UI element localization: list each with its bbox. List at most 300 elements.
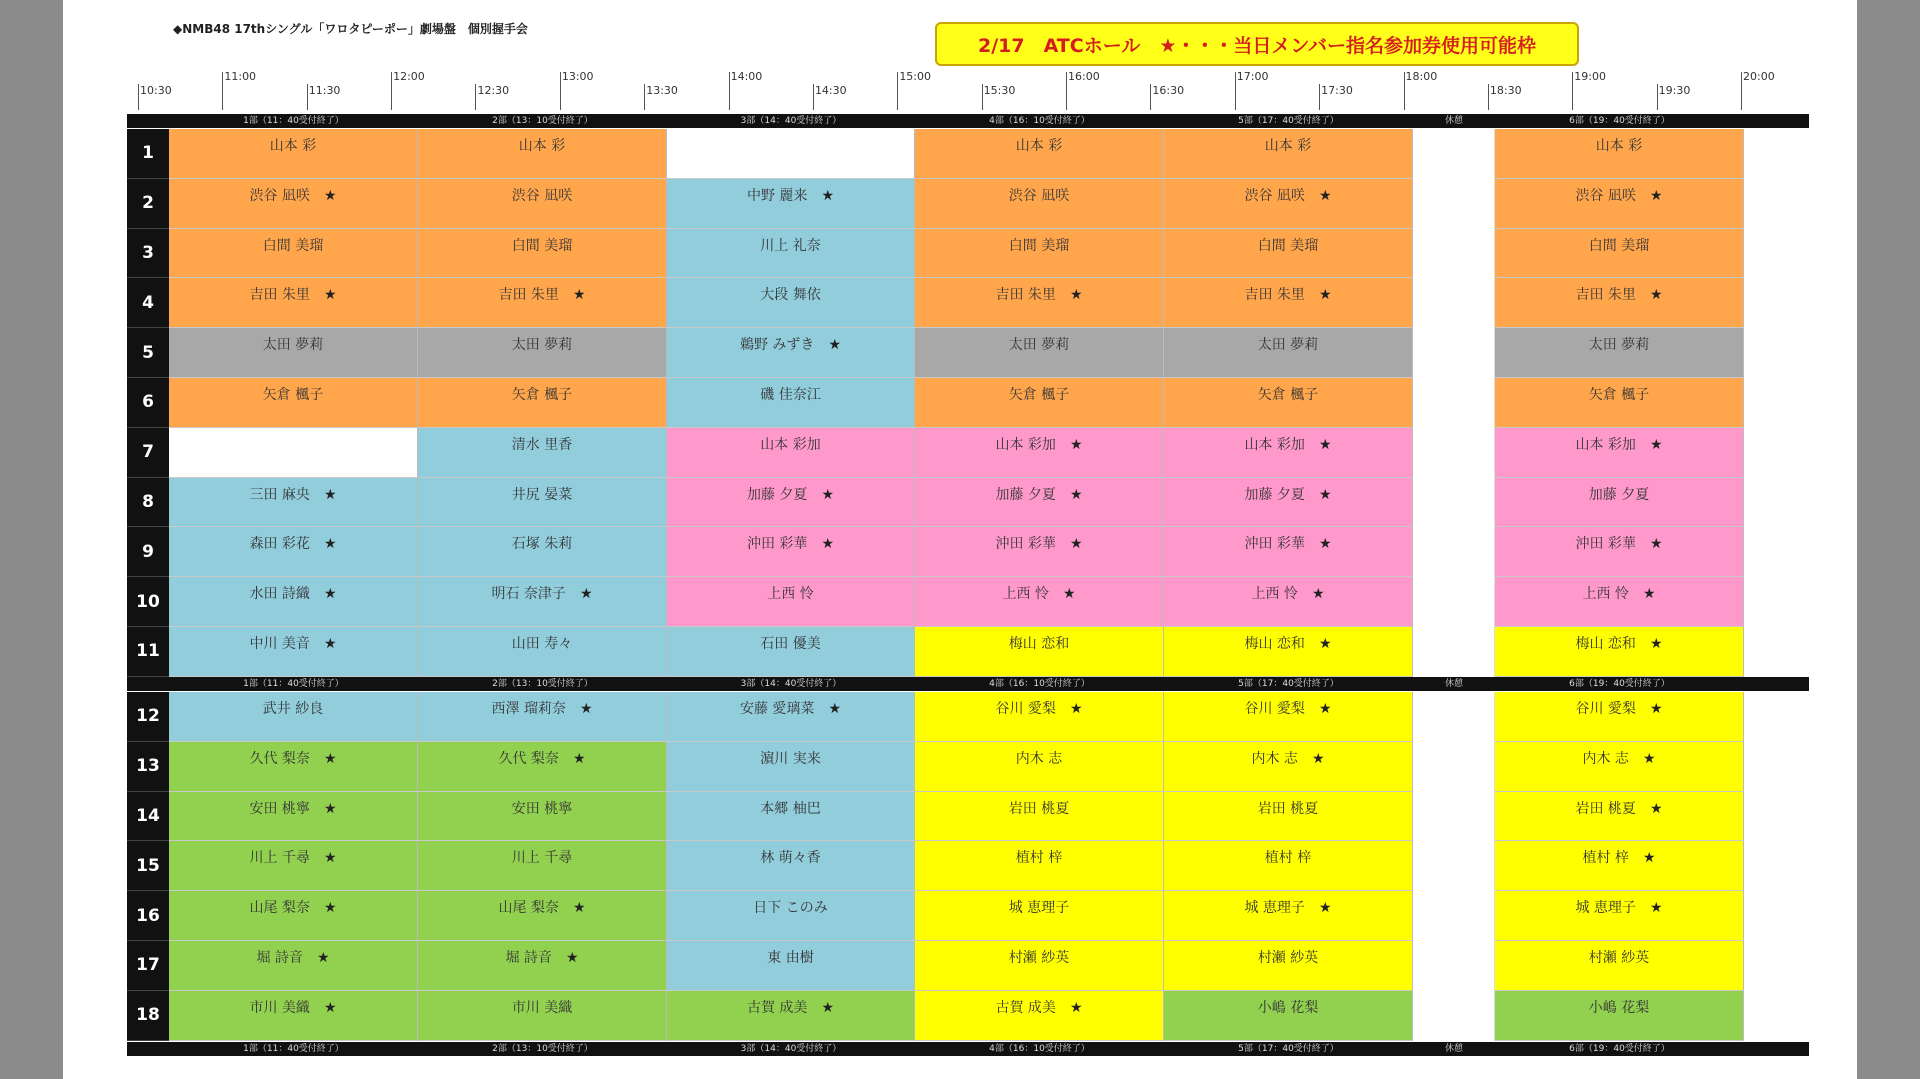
member-slot — [169, 229, 418, 279]
member-slot — [418, 478, 667, 528]
star-icon: ★ — [1642, 850, 1656, 867]
member-name: 植村 梓 — [1015, 850, 1063, 867]
member-slot — [1164, 891, 1413, 941]
session-label: 1部（11：40受付終了） — [243, 116, 344, 126]
member-slot — [418, 692, 667, 742]
star-icon: ★ — [1649, 536, 1663, 553]
time-label: 11:00 — [224, 70, 257, 83]
row-number: 3 — [127, 229, 169, 279]
star-icon: ★ — [572, 750, 586, 767]
member-name: 山本 彩加 — [1575, 436, 1636, 453]
star-icon: ★ — [1318, 287, 1332, 304]
member-slot — [418, 129, 667, 179]
member-slot — [1164, 428, 1413, 478]
member-name: 谷川 愛梨 — [1244, 701, 1305, 717]
member-slot — [667, 278, 915, 328]
member-slot — [1164, 129, 1413, 179]
time-label: 16:30 — [1152, 84, 1185, 97]
member-slot — [667, 577, 915, 627]
time-label: 13:00 — [561, 70, 594, 83]
member-slot — [169, 328, 418, 378]
member-name: 渋谷 凪咲 — [1244, 187, 1305, 204]
time-label: 17:00 — [1236, 70, 1269, 83]
time-tick — [1235, 72, 1236, 110]
time-label: 10:30 — [140, 84, 172, 97]
member-slot — [418, 328, 667, 378]
star-icon: ★ — [821, 187, 834, 204]
row-number: 14 — [127, 792, 169, 842]
member-slot — [915, 428, 1164, 478]
member-slot — [667, 229, 915, 279]
row-number: 17 — [127, 941, 169, 991]
member-slot — [915, 179, 1164, 229]
member-slot — [418, 577, 667, 627]
star-icon: ★ — [828, 337, 841, 354]
member-slot — [667, 841, 915, 891]
session-label: 3部（14：40受付終了） — [740, 116, 842, 126]
member-name: 三田 麻央 — [249, 486, 310, 503]
member-slot — [169, 941, 418, 991]
row-number: 1 — [127, 129, 169, 179]
member-name: 小嶋 花梨 — [1588, 999, 1650, 1016]
star-icon: ★ — [323, 187, 337, 204]
member-name: 小嶋 花梨 — [1257, 999, 1319, 1016]
row-number: 11 — [127, 627, 169, 677]
member-name: 白間 美瑠 — [262, 237, 324, 254]
member-name: 矢倉 楓子 — [1588, 387, 1650, 403]
member-slot — [667, 941, 915, 991]
star-icon: ★ — [1311, 750, 1325, 767]
time-label: 20:00 — [1743, 70, 1775, 83]
member-slot — [1495, 991, 1744, 1041]
member-name: 吉田 朱里 — [1244, 287, 1305, 304]
time-label: 19:30 — [1658, 84, 1691, 97]
member-name: 白間 美瑠 — [1257, 237, 1319, 254]
star-icon: ★ — [323, 900, 337, 917]
row-number: 8 — [127, 478, 169, 528]
member-slot — [169, 692, 418, 742]
member-name: 中川 美音 — [249, 636, 310, 652]
time-tick — [1404, 72, 1405, 110]
time-label: 17:30 — [1321, 84, 1353, 97]
member-name: 吉田 朱里 — [1575, 287, 1636, 304]
member-name: 白間 美瑠 — [1008, 237, 1070, 254]
member-name: 沖田 彩華 — [746, 536, 808, 553]
member-name: 沖田 彩華 — [1575, 536, 1636, 553]
member-slot — [667, 692, 915, 742]
member-name: 太田 夢莉 — [262, 337, 324, 354]
star-icon: ★ — [1318, 701, 1332, 717]
member-slot — [1495, 891, 1744, 941]
time-tick — [307, 84, 308, 110]
session-label: 休憩 — [1444, 116, 1463, 126]
member-name: 明石 奈津子 — [491, 586, 566, 603]
time-tick — [1572, 72, 1573, 110]
star-icon: ★ — [1069, 536, 1083, 553]
member-name: 磯 佳奈江 — [760, 387, 821, 403]
star-icon: ★ — [565, 950, 579, 966]
member-slot — [1495, 129, 1744, 179]
member-slot — [1164, 841, 1413, 891]
row-number: 12 — [127, 692, 169, 742]
star-icon: ★ — [1318, 187, 1332, 204]
schedule-sheet — [63, 0, 1857, 1079]
time-tick — [1741, 72, 1742, 110]
star-icon: ★ — [1311, 586, 1325, 603]
session-header-bar — [127, 1042, 1809, 1056]
member-name: 上西 怜 — [1582, 586, 1629, 603]
member-slot — [169, 627, 418, 677]
member-name: 久代 梨奈 — [249, 750, 310, 767]
row-number: 13 — [127, 742, 169, 792]
member-slot — [1495, 627, 1744, 677]
member-slot — [667, 527, 915, 577]
member-name: 城 恵理子 — [1244, 900, 1305, 917]
session-label: 1部（11：40受付終了） — [243, 679, 344, 689]
member-name: 梅山 恋和 — [1575, 636, 1636, 652]
star-icon: ★ — [1318, 536, 1332, 553]
member-slot — [1495, 278, 1744, 328]
member-name: 内木 志 — [1582, 750, 1629, 767]
member-slot — [418, 278, 667, 328]
star-icon: ★ — [323, 750, 337, 767]
star-icon: ★ — [828, 701, 841, 717]
member-slot — [667, 179, 915, 229]
time-label: 15:30 — [983, 84, 1016, 97]
member-slot — [169, 577, 418, 627]
time-label: 19:00 — [1574, 70, 1606, 83]
member-name: 安田 桃寧 — [249, 800, 310, 817]
member-name: 城 恵理子 — [1575, 900, 1636, 917]
member-name: 白間 美瑠 — [511, 237, 573, 254]
member-slot — [1495, 428, 1744, 478]
member-name: 上西 怜 — [1251, 586, 1298, 603]
member-name: 内木 志 — [1015, 750, 1063, 767]
time-tick — [138, 84, 139, 110]
member-slot — [1495, 328, 1744, 378]
member-slot — [169, 428, 418, 478]
member-name: 沖田 彩華 — [995, 536, 1056, 553]
time-tick — [813, 84, 814, 110]
member-slot — [915, 378, 1164, 428]
member-slot — [667, 742, 915, 792]
member-name: 山本 彩加 — [995, 436, 1056, 453]
member-slot — [418, 891, 667, 941]
member-slot — [1495, 527, 1744, 577]
row-number: 15 — [127, 841, 169, 891]
row-number: 7 — [127, 428, 169, 478]
member-name: 谷川 愛梨 — [995, 701, 1056, 717]
member-slot — [667, 478, 915, 528]
star-icon: ★ — [323, 636, 337, 652]
member-slot — [1495, 692, 1744, 742]
member-slot — [667, 428, 915, 478]
star-icon: ★ — [323, 536, 337, 553]
star-icon: ★ — [1318, 636, 1332, 652]
member-slot — [915, 891, 1164, 941]
member-slot — [1164, 229, 1413, 279]
member-name: 渋谷 凪咲 — [1575, 187, 1636, 204]
member-name: 太田 夢莉 — [1588, 337, 1650, 354]
member-name: 武井 紗良 — [262, 701, 324, 717]
member-slot — [915, 792, 1164, 842]
member-slot — [1164, 627, 1413, 677]
row-number: 4 — [127, 278, 169, 328]
time-label: 13:30 — [646, 84, 678, 97]
star-icon: ★ — [1649, 900, 1663, 917]
row-number: 5 — [127, 328, 169, 378]
member-name: 加藤 夕夏 — [995, 486, 1056, 503]
session-label: 2部（13：10受付終了） — [492, 1044, 593, 1054]
member-slot — [915, 742, 1164, 792]
member-name: 村瀬 紗英 — [1008, 950, 1070, 966]
member-name: 上西 怜 — [1002, 586, 1049, 603]
member-slot — [1495, 742, 1744, 792]
member-name: 太田 夢莉 — [1257, 337, 1319, 354]
member-slot — [915, 841, 1164, 891]
member-slot — [1495, 179, 1744, 229]
member-slot — [1495, 478, 1744, 528]
member-slot — [915, 278, 1164, 328]
member-name: 矢倉 楓子 — [1008, 387, 1070, 403]
member-name: 鵜野 みずき — [739, 337, 815, 354]
member-slot — [1495, 378, 1744, 428]
session-label: 6部（19：40受付終了） — [1569, 1044, 1670, 1054]
member-name: 市川 美織 — [249, 999, 310, 1016]
member-slot — [169, 742, 418, 792]
member-name: 岩田 桃夏 — [1575, 800, 1636, 817]
time-tick — [729, 72, 730, 110]
star-icon: ★ — [1642, 750, 1656, 767]
member-name: 山本 彩加 — [760, 436, 821, 453]
member-slot — [1164, 991, 1413, 1041]
member-name: 内木 志 — [1251, 750, 1298, 767]
session-header-bar — [127, 114, 1809, 128]
row-number: 18 — [127, 991, 169, 1041]
time-tick — [1488, 84, 1489, 110]
member-name: 山田 寿々 — [511, 636, 573, 652]
star-icon: ★ — [1649, 287, 1663, 304]
member-slot — [667, 991, 915, 1041]
star-icon: ★ — [1318, 900, 1332, 917]
member-slot — [667, 129, 915, 179]
member-name: 堀 詩音 — [505, 950, 552, 966]
time-label: 14:30 — [814, 84, 847, 97]
member-name: 山本 彩 — [1015, 138, 1063, 154]
member-slot — [418, 179, 667, 229]
member-name: 石田 優美 — [760, 636, 821, 652]
member-slot — [418, 792, 667, 842]
session-label: 3部（14：40受付終了） — [740, 679, 842, 689]
time-tick — [1150, 84, 1151, 110]
time-label: 14:00 — [730, 70, 763, 83]
member-name: 加藤 夕夏 — [1588, 486, 1650, 503]
member-slot — [915, 328, 1164, 378]
member-name: 城 恵理子 — [1008, 900, 1070, 917]
member-slot — [1495, 792, 1744, 842]
star-icon: ★ — [1069, 287, 1083, 304]
member-slot — [418, 378, 667, 428]
member-slot — [418, 428, 667, 478]
member-slot — [667, 378, 915, 428]
row-number: 9 — [127, 527, 169, 577]
member-name: 上西 怜 — [767, 586, 814, 603]
row-number: 6 — [127, 378, 169, 428]
time-label: 15:00 — [899, 70, 932, 83]
star-icon: ★ — [572, 287, 586, 304]
star-icon: ★ — [579, 586, 593, 603]
member-name: 本郷 柚巴 — [760, 800, 821, 817]
member-name: 井尻 晏菜 — [511, 486, 573, 503]
time-label: 12:30 — [477, 84, 510, 97]
member-slot — [915, 129, 1164, 179]
document-title: ◆NMB48 17thシングル「ワロタピーポー」劇場盤 個別握手会 — [173, 22, 528, 36]
member-name: 大段 舞依 — [760, 287, 821, 304]
session-label: 3部（14：40受付終了） — [740, 1044, 842, 1054]
member-slot — [1164, 278, 1413, 328]
member-name: 堀 詩音 — [256, 950, 303, 966]
member-name: 森田 彩花 — [249, 536, 310, 553]
star-icon: ★ — [1649, 701, 1663, 717]
member-name: 矢倉 楓子 — [262, 387, 324, 403]
star-icon: ★ — [323, 486, 337, 503]
star-icon: ★ — [579, 701, 593, 717]
member-slot — [418, 991, 667, 1041]
star-icon: ★ — [323, 999, 337, 1016]
star-icon: ★ — [323, 850, 337, 867]
star-icon: ★ — [821, 536, 834, 553]
time-label: 16:00 — [1068, 70, 1100, 83]
time-tick — [222, 72, 223, 110]
member-slot — [1495, 841, 1744, 891]
star-icon: ★ — [1062, 586, 1076, 603]
star-icon: ★ — [1318, 486, 1332, 503]
member-name: 山本 彩 — [518, 138, 566, 154]
member-slot — [418, 229, 667, 279]
star-icon: ★ — [316, 950, 330, 966]
member-slot — [418, 527, 667, 577]
member-name: 山尾 梨奈 — [249, 900, 310, 917]
member-name: 山本 彩 — [269, 138, 317, 154]
member-slot — [667, 792, 915, 842]
member-name: 沖田 彩華 — [1244, 536, 1305, 553]
time-label: 18:30 — [1489, 84, 1522, 97]
member-name: 矢倉 楓子 — [511, 387, 573, 403]
star-icon: ★ — [572, 900, 586, 917]
member-name: 安田 桃寧 — [511, 800, 573, 817]
member-name: 山本 彩 — [1595, 138, 1643, 154]
member-slot — [169, 129, 418, 179]
member-slot — [169, 792, 418, 842]
member-name: 渋谷 凪咲 — [249, 187, 310, 204]
member-name: 渋谷 凪咲 — [511, 187, 573, 204]
member-slot — [1495, 577, 1744, 627]
member-slot — [169, 478, 418, 528]
star-icon: ★ — [323, 287, 337, 304]
row-number: 16 — [127, 891, 169, 941]
member-slot — [915, 527, 1164, 577]
time-tick — [1657, 84, 1658, 110]
member-slot — [169, 278, 418, 328]
member-name: 白間 美瑠 — [1588, 237, 1650, 254]
star-icon: ★ — [1069, 486, 1083, 503]
member-slot — [1164, 577, 1413, 627]
member-name: 梅山 恋和 — [1008, 636, 1070, 652]
member-slot — [915, 941, 1164, 991]
session-label: 5部（17：40受付終了） — [1238, 116, 1339, 126]
member-name: 加藤 夕夏 — [1244, 486, 1305, 503]
member-slot — [169, 527, 418, 577]
member-name: 山尾 梨奈 — [498, 900, 559, 917]
star-icon: ★ — [1649, 187, 1663, 204]
member-slot — [1164, 792, 1413, 842]
member-slot — [1164, 328, 1413, 378]
member-slot — [169, 378, 418, 428]
session-label: 6部（19：40受付終了） — [1569, 679, 1670, 689]
member-name: 村瀬 紗英 — [1588, 950, 1650, 966]
time-label: 18:00 — [1405, 70, 1438, 83]
break-column — [1413, 692, 1495, 1041]
time-tick — [1319, 84, 1320, 110]
member-name: 久代 梨奈 — [498, 750, 559, 767]
star-icon: ★ — [821, 486, 834, 503]
member-name: 古賀 成美 — [995, 999, 1056, 1016]
member-name: 太田 夢莉 — [511, 337, 573, 354]
star-icon: ★ — [1642, 586, 1656, 603]
member-name: 岩田 桃夏 — [1008, 800, 1070, 817]
member-name: 清水 里香 — [511, 436, 573, 453]
star-icon: ★ — [1069, 436, 1083, 453]
session-label: 休憩 — [1444, 679, 1463, 689]
member-name: 村瀬 紗英 — [1257, 950, 1319, 966]
member-name: 渋谷 凪咲 — [1008, 187, 1070, 204]
member-name: 山本 彩加 — [1244, 436, 1305, 453]
session-label: 4部（16：10受付終了） — [989, 1044, 1090, 1054]
star-icon: ★ — [1318, 436, 1332, 453]
member-slot — [1164, 179, 1413, 229]
member-name: 石塚 朱莉 — [511, 536, 573, 553]
row-number: 2 — [127, 179, 169, 229]
member-name: 吉田 朱里 — [498, 287, 559, 304]
time-tick — [560, 72, 561, 110]
star-icon: ★ — [1649, 800, 1663, 817]
member-name: 川上 千尋 — [511, 850, 573, 867]
session-label: 2部（13：10受付終了） — [492, 116, 593, 126]
member-name: 日下 このみ — [753, 900, 828, 917]
time-label: 11:30 — [308, 84, 341, 97]
member-slot — [169, 179, 418, 229]
star-icon: ★ — [323, 800, 337, 817]
session-label: 2部（13：10受付終了） — [492, 679, 593, 689]
member-name: 吉田 朱里 — [995, 287, 1056, 304]
member-name: 加藤 夕夏 — [746, 486, 808, 503]
member-slot — [915, 229, 1164, 279]
session-header-bar — [127, 677, 1809, 691]
member-name: 市川 美織 — [511, 999, 573, 1016]
member-name: 安藤 愛璃菜 — [739, 701, 815, 717]
member-name: 古賀 成美 — [746, 999, 808, 1016]
member-name: 太田 夢莉 — [1008, 337, 1070, 354]
time-tick — [982, 84, 983, 110]
member-slot — [418, 742, 667, 792]
session-label: 4部（16：10受付終了） — [989, 116, 1090, 126]
time-tick — [391, 72, 392, 110]
notice-banner: 2/17 ATCホール ★・・・当日メンバー指名参加券使用可能枠 — [935, 22, 1579, 66]
member-name: 濵川 実来 — [760, 750, 821, 767]
member-slot — [667, 891, 915, 941]
member-slot — [915, 991, 1164, 1041]
member-name: 谷川 愛梨 — [1575, 701, 1636, 717]
